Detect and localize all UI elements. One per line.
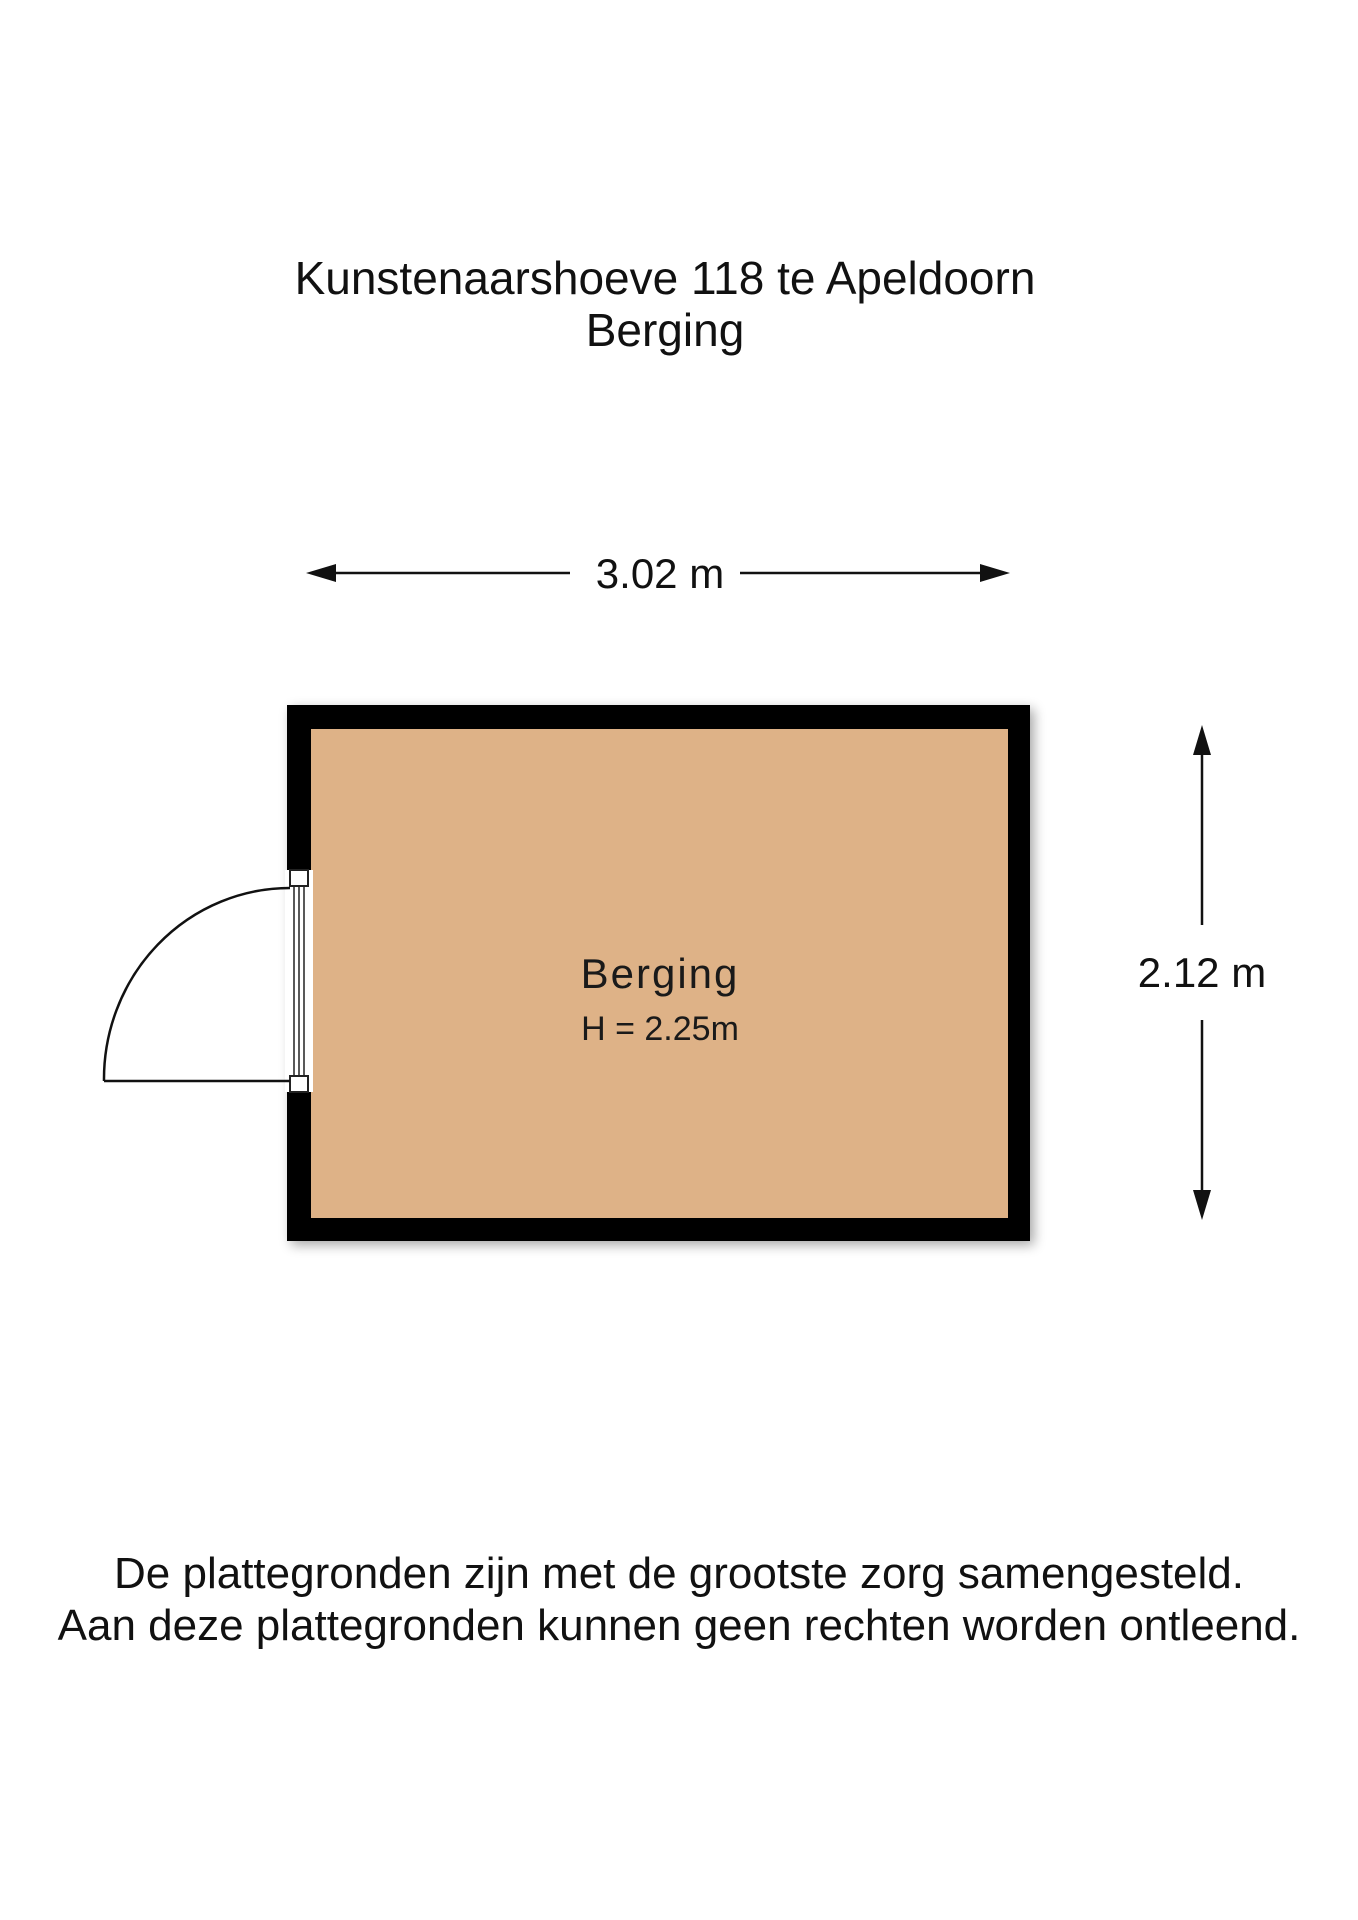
width-dimension bbox=[306, 550, 1010, 597]
depth-label: 2.12 m bbox=[1137, 949, 1267, 996]
arrow-right-icon bbox=[980, 564, 1010, 582]
floor-title: Berging bbox=[585, 304, 745, 356]
disclaimer-line-1: De plattegronden zijn met de grootste zorg samengesteld. bbox=[114, 1549, 1244, 1598]
room-height: H = 2.25m bbox=[581, 1010, 739, 1048]
room-name: Berging bbox=[580, 950, 740, 997]
arrow-left-icon bbox=[306, 564, 336, 582]
door-jamb-top bbox=[290, 870, 308, 886]
width-label: 3.02 m bbox=[595, 550, 725, 597]
disclaimer bbox=[0, 1548, 1358, 1652]
disclaimer-line-2: Aan deze plattegronden kunnen geen rechten worden ontleend. bbox=[57, 1601, 1301, 1650]
door-swing-icon bbox=[104, 888, 290, 1081]
depth-dimension bbox=[1138, 725, 1266, 1220]
door-jamb-bottom bbox=[290, 1076, 308, 1092]
arrow-down-icon bbox=[1193, 1190, 1211, 1220]
address-title: Kunstenaarshoeve 118 te Apeldoorn bbox=[294, 252, 1036, 304]
room-berging bbox=[104, 705, 1030, 1241]
arrow-up-icon bbox=[1193, 725, 1211, 755]
